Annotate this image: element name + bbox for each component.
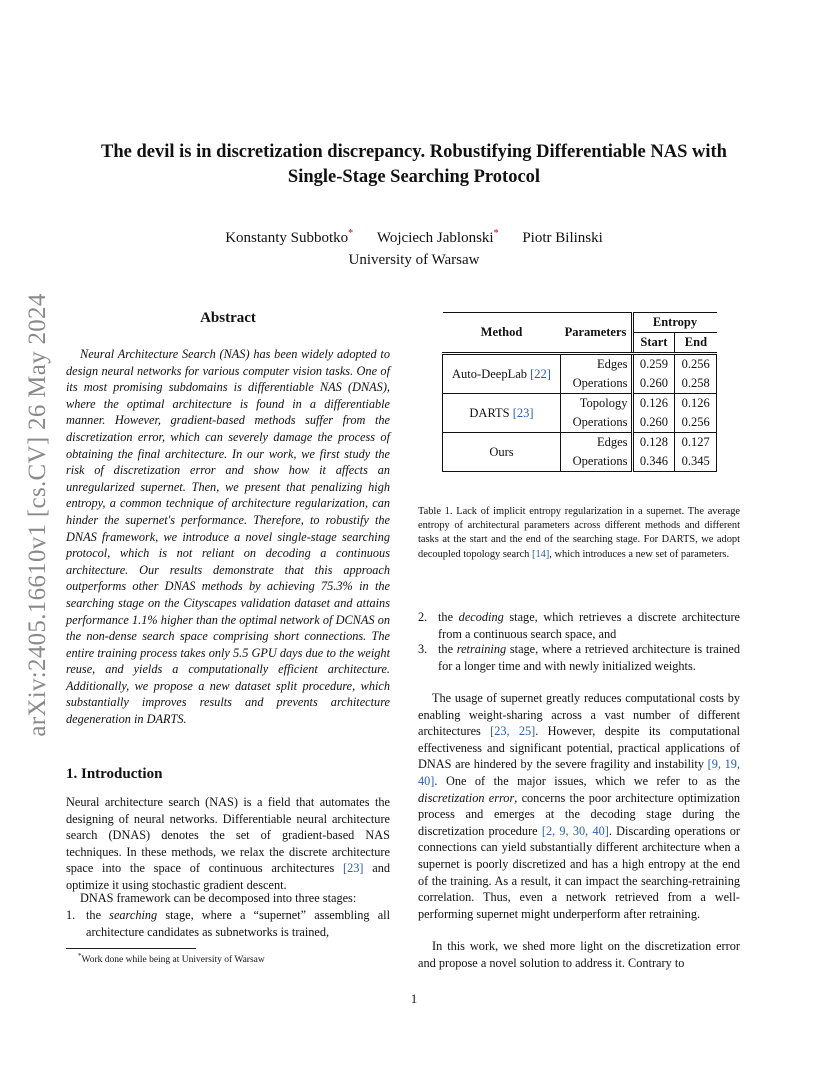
table-row: Ours Edges 0.128 0.127 bbox=[443, 433, 717, 453]
abstract-heading: Abstract bbox=[200, 310, 256, 326]
footnote: *Work done while being at University of Warsaw bbox=[78, 952, 265, 966]
author: Piotr Bilinski bbox=[522, 230, 603, 246]
citation-link[interactable]: [23, 25] bbox=[490, 724, 536, 739]
stages-intro: DNAS framework can be decomposed into three stages: bbox=[80, 891, 357, 905]
header-end: End bbox=[675, 333, 717, 353]
stage-list-item-1: 1. the searching stage, where a “supernet” assembling all architecture candidates as subnetworks is trained, bbox=[66, 908, 390, 939]
author: Konstanty Subbotko* bbox=[225, 228, 354, 246]
entropy-table bbox=[442, 312, 717, 472]
section-heading: 1. Introduction bbox=[66, 766, 163, 782]
work-paragraph: In this work, we shed more light on the discretization error and propose a novel solution to address it. Contrary to bbox=[418, 939, 740, 970]
method-cell: DARTS [23] bbox=[443, 394, 561, 433]
arxiv-stamp bbox=[18, 280, 58, 750]
citation-link[interactable]: [9, 19, 40] bbox=[418, 757, 740, 788]
table-row: DARTS [23] Topology 0.126 0.126 bbox=[443, 394, 717, 414]
method-cell: Auto-DeepLab [22] bbox=[443, 354, 561, 394]
affiliation: University of Warsaw bbox=[348, 252, 480, 268]
table-row: Operations 0.260 0.258 bbox=[443, 374, 717, 394]
header-parameters: Parameters bbox=[561, 313, 633, 353]
author-mark: * bbox=[493, 228, 499, 239]
citation-link[interactable]: [2, 9, 30, 40] bbox=[541, 823, 609, 838]
author: Wojciech Jablonski* bbox=[376, 228, 499, 246]
header-start: Start bbox=[632, 333, 675, 353]
author-list bbox=[60, 228, 768, 247]
table-row: Auto-DeepLab [22] Edges 0.259 0.256 bbox=[443, 354, 717, 375]
footnote-rule bbox=[66, 948, 196, 949]
header-entropy: Entropy bbox=[632, 313, 717, 333]
stage-list-item-2: 2. the decoding stage, which retrieves a discrete architecture from a continuous search space, and bbox=[418, 610, 740, 641]
title-line-2: Single-Stage Searching Protocol bbox=[287, 167, 541, 187]
method-cell: Ours bbox=[443, 433, 561, 472]
stage-list-item-3: 3. the retraining stage, where a retrieved architecture is trained for a longer time and with newly initialized weights. bbox=[418, 642, 740, 673]
title-line-1: The devil is in discretization discrepancy. Robustifying Differentiable NAS with bbox=[101, 142, 727, 162]
table-caption: Table 1. Lack of implicit entropy regularization in a supernet. The average entropy of architectural parameters across different methods and different tasks at the start and the end of the searching stage. For DARTS, we adopt decoupled topology search [14], which introduces a new set of parameters. bbox=[418, 506, 740, 560]
citation-link[interactable]: [23] bbox=[343, 861, 364, 876]
supernet-paragraph: The usage of supernet greatly reduces computational costs by enabling weight-sharing across a vast number of different architectures [23, 25]. However, despite its computational effectiveness and significant potential, practical applications of DNAS are hindered by the severe fragility and instability [9, 19, 40]. One of the major issues, which we refer to as the discretization error, concerns the poor architecture optimization process and emerges at the decoding stage during the discretization procedure [2, 9, 30, 40]. Discarding operations or connections can yield substantially different architecture when a supernet is poorly discretized and has a high entropy at the end of the training. As a result, it can impact the searching-retraining correlation. Thus, even a network retrieved from a well-performing supernet might underperform after retraining. bbox=[418, 691, 741, 921]
page-number: 1 bbox=[410, 992, 418, 1006]
author-mark: * bbox=[348, 228, 354, 239]
paper-title bbox=[60, 140, 768, 190]
arxiv-stamp-text: arXiv:2405.16610v1 [cs.CV] 26 May 2024 bbox=[24, 293, 51, 737]
abstract-text: Neural Architecture Search (NAS) has been widely adopted to design neural networks for various computer vision tasks. One of its most promising subdomains is differentiable NAS (DNAS), where the optimal architecture is found in a differentiable manner. However, gradient-based methods suffer from the discretization error, which can severely damage the process of obtaining the final architecture. In our work, we first study the risk of discretization error and show how it affects an unregularized supernet. Then, we present that penalizing high entropy, a common technique of architecture regularization, can hinder the supernet's performance. Therefore, to robustify the DNAS framework, we introduce a novel single-stage searching protocol, which is not reliant on decoding a continuous architecture. Our results demonstrate that this approach outperforms other DNAS methods by achieving 75.3% in the searching stage on the Cityscapes validation dataset and attains performance 1.1% higher than the optimal network of DCNAS on the non-dense search space comprising short connections. The entire training process takes only 5.5 GPU days due to the weight reuse, and yields a computationally efficient architecture. Additionally, we propose a new dataset split procedure, which substantially improves results and prevents architecture degeneration in DARTS. bbox=[66, 347, 390, 727]
intro-paragraph: Neural architecture search (NAS) is a field that automates the designing of neural networks. Differentiable neural architecture search (DNAS) denotes the set of gradient-based NAS techniques. In these methods, we relax the discrete architecture space into the space of continuous architectures [23] and optimize it using stochastic gradient descent. bbox=[66, 795, 390, 892]
table-row: Operations 0.346 0.345 bbox=[443, 452, 717, 472]
table-row: Operations 0.260 0.256 bbox=[443, 413, 717, 433]
header-method: Method bbox=[443, 313, 561, 353]
citation-link[interactable]: [14] bbox=[531, 548, 550, 560]
